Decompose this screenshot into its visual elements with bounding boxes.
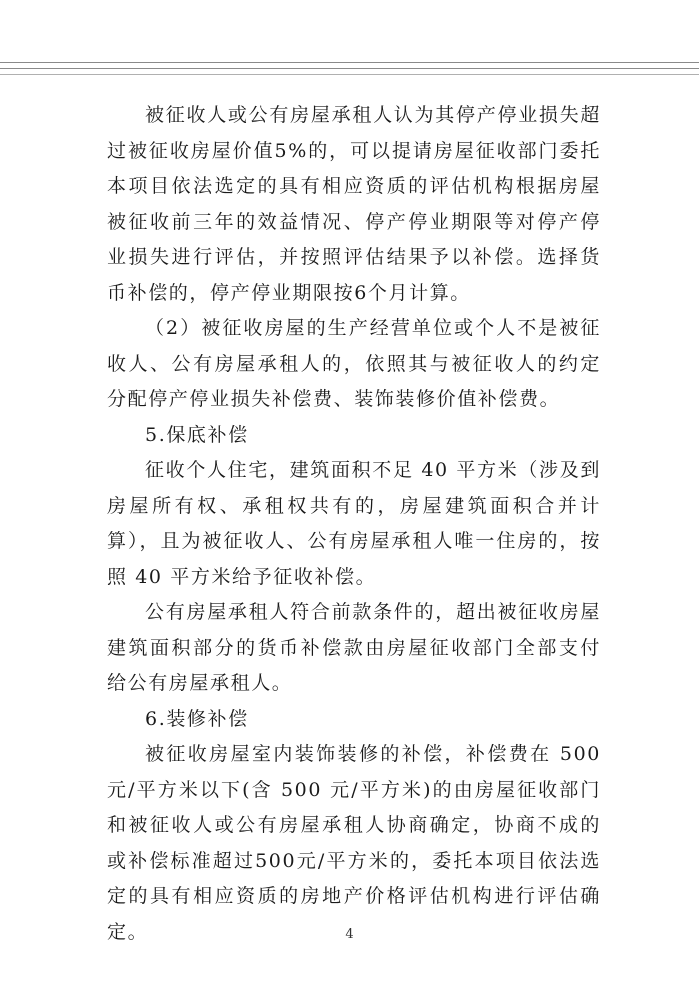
page-number: 4	[345, 927, 354, 942]
section-heading-decoration-compensation: 6.装修补偿	[145, 707, 249, 730]
header-rule-top	[0, 62, 699, 63]
paragraph-minimum-compensation: 征收个人住宅，建筑面积不足 40 平方米（涉及到房屋所有权、承租权共有的，房屋建筑面积合并计算），且为被征收人、公有房屋承租人唯一住房的，按照 40 平方米给予征收补偿。	[107, 459, 601, 588]
paragraph-operator-agreement: （2）被征收房屋的生产经营单位或个人不是被征收人、公有房屋承租人的，依照其与被征收人的约定分配停产停业损失补偿费、装饰装修价值补偿费。	[107, 317, 601, 410]
header-rule-middle	[0, 68, 699, 69]
paragraph-public-tenant-payment: 公有房屋承租人符合前款条件的，超出被征收房屋建筑面积部分的货币补偿款由房屋征收部门全部支付给公有房屋承租人。	[107, 601, 601, 694]
header-rule-bottom	[0, 74, 699, 75]
document-body	[107, 98, 601, 950]
paragraph-decoration-compensation: 被征收房屋室内装饰装修的补偿，补偿费在 500 元/平方米以下(含 500 元/平方米)的由房屋征收部门和被征收人或公有房屋承租人协商确定，协商不成的或补偿标准超过500元/平方米的，委托本项目依法选定的具有相应资质的房地产价格评估机构进行评估确定。	[107, 743, 601, 943]
paragraph-business-loss-assessment: 被征收人或公有房屋承租人认为其停产停业损失超过被征收房屋价值5%的，可以提请房屋征收部门委托本项目依法选定的具有相应资质的评估机构根据房屋被征收前三年的效益情况、停产停业期限等对停产停业损失进行评估，并按照评估结果予以补偿。选择货币补偿的，停产停业期限按6个月计算。	[107, 104, 601, 304]
section-heading-minimum-compensation: 5.保底补偿	[145, 423, 249, 446]
